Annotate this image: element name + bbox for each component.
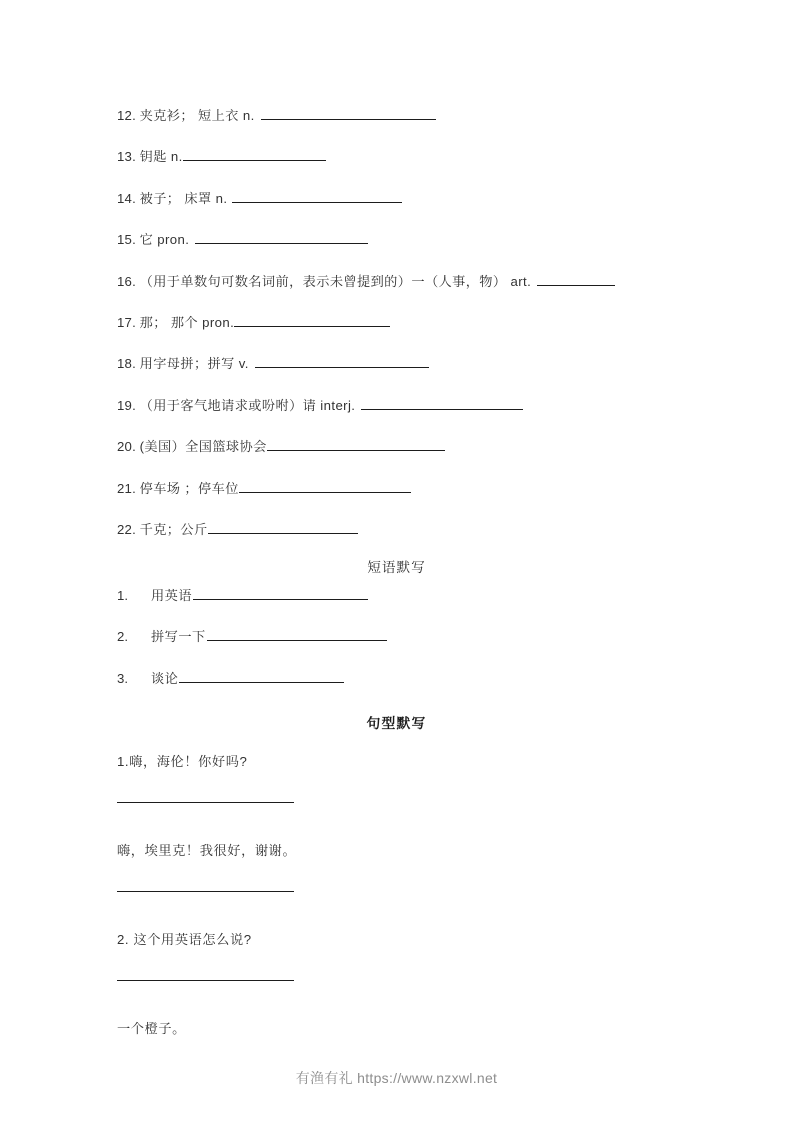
vocabulary-row — [117, 272, 737, 313]
sentence-block — [117, 841, 677, 892]
vocabulary-answer-blank[interactable] — [261, 106, 436, 120]
vocabulary-item-number: 17. — [117, 314, 136, 330]
vocabulary-item-label: 它 pron. — [139, 232, 190, 248]
vocabulary-row — [117, 106, 737, 147]
vocabulary-row — [117, 354, 737, 395]
phrase-item-number: 3. — [117, 670, 128, 686]
sentence-section-heading: 句型默写 — [366, 716, 427, 731]
vocabulary-item-label: （用于客气地请求或吩咐）请 interj. — [139, 397, 356, 413]
vocabulary-answer-blank[interactable] — [232, 189, 402, 203]
phrase-item-label: 谈论 — [151, 670, 179, 686]
vocabulary-item-label: 被子； 床罩 n. — [139, 190, 228, 206]
vocabulary-item-number: 15. — [117, 232, 136, 248]
vocabulary-item-number: 19. — [117, 397, 136, 413]
vocabulary-item-number: 22. — [117, 521, 136, 537]
phrase-answer-blank[interactable] — [207, 627, 387, 641]
vocabulary-item-number: 18. — [117, 356, 136, 372]
vocabulary-row — [117, 396, 737, 437]
phrase-row — [117, 669, 677, 710]
vocabulary-answer-blank[interactable] — [255, 354, 429, 368]
vocabulary-item-label: 夹克衫； 短上衣 n. — [139, 108, 255, 123]
sentence-block — [117, 930, 677, 981]
phrase-list — [117, 586, 677, 710]
footer-watermark: 有渔有礼 https://www.nzxwl.net — [295, 1070, 498, 1086]
vocabulary-item-number: 13. — [117, 149, 136, 165]
vocabulary-row — [117, 479, 737, 520]
sentence-answer-blank[interactable] — [117, 980, 294, 981]
phrase-item-number: 1. — [117, 588, 128, 603]
phrase-answer-blank[interactable] — [179, 669, 344, 683]
vocabulary-answer-blank[interactable] — [183, 147, 326, 161]
vocabulary-item-number: 21. — [117, 480, 136, 496]
vocabulary-item-number: 20. — [117, 439, 136, 455]
phrase-item-label: 拼写一下 — [151, 629, 206, 645]
vocabulary-item-number: 14. — [117, 190, 136, 206]
phrase-section-heading: 短语默写 — [367, 560, 426, 575]
vocabulary-answer-blank[interactable] — [537, 272, 615, 286]
vocabulary-item-label: 千克；公斤 — [139, 521, 208, 537]
vocabulary-answer-blank[interactable] — [361, 396, 523, 410]
sentence-answer-blank[interactable] — [117, 802, 294, 803]
vocabulary-answer-blank[interactable] — [195, 230, 368, 244]
vocabulary-item-label: (美国）全国篮球协会 — [139, 439, 267, 455]
vocabulary-item-number: 12. — [117, 108, 136, 123]
phrase-item-number: 2. — [117, 629, 128, 645]
phrase-row — [117, 627, 677, 668]
vocabulary-item-label: （用于单数句可数名词前，表示未曾提到的）一（人事，物） art. — [139, 273, 532, 289]
sentence-prompt: 嗨，埃里克！我很好，谢谢。 — [117, 843, 297, 858]
vocabulary-item-label: 用字母拼；拼写 v. — [139, 356, 249, 372]
sentence-block — [117, 752, 677, 803]
sentence-prompt: 1.嗨，海伦！你好吗? — [117, 754, 248, 769]
sentence-prompt: 2. 这个用英语怎么说? — [117, 932, 252, 947]
vocabulary-item-label: 停车场 ；停车位 — [139, 480, 239, 496]
vocabulary-list — [117, 106, 737, 561]
vocabulary-answer-blank[interactable] — [234, 313, 390, 327]
sentence-block — [117, 1019, 677, 1069]
vocabulary-answer-blank[interactable] — [267, 437, 445, 451]
vocabulary-item-label: 钥匙 n. — [139, 149, 183, 165]
vocabulary-item-number: 16. — [117, 273, 136, 289]
vocabulary-item-label: 那； 那个 pron. — [139, 314, 235, 330]
vocabulary-row — [117, 230, 737, 271]
vocabulary-row — [117, 147, 737, 188]
vocabulary-row — [117, 313, 737, 354]
vocabulary-answer-blank[interactable] — [239, 479, 411, 493]
sentence-answer-blank[interactable] — [117, 891, 294, 892]
vocabulary-row — [117, 189, 737, 230]
vocabulary-answer-blank[interactable] — [208, 520, 358, 534]
phrase-item-label: 用英语 — [151, 588, 193, 603]
phrase-answer-blank[interactable] — [193, 586, 368, 600]
vocabulary-row — [117, 437, 737, 478]
sentence-prompt: 一个橙子。 — [117, 1021, 186, 1036]
phrase-row — [117, 586, 677, 627]
sentence-list — [117, 752, 677, 1069]
